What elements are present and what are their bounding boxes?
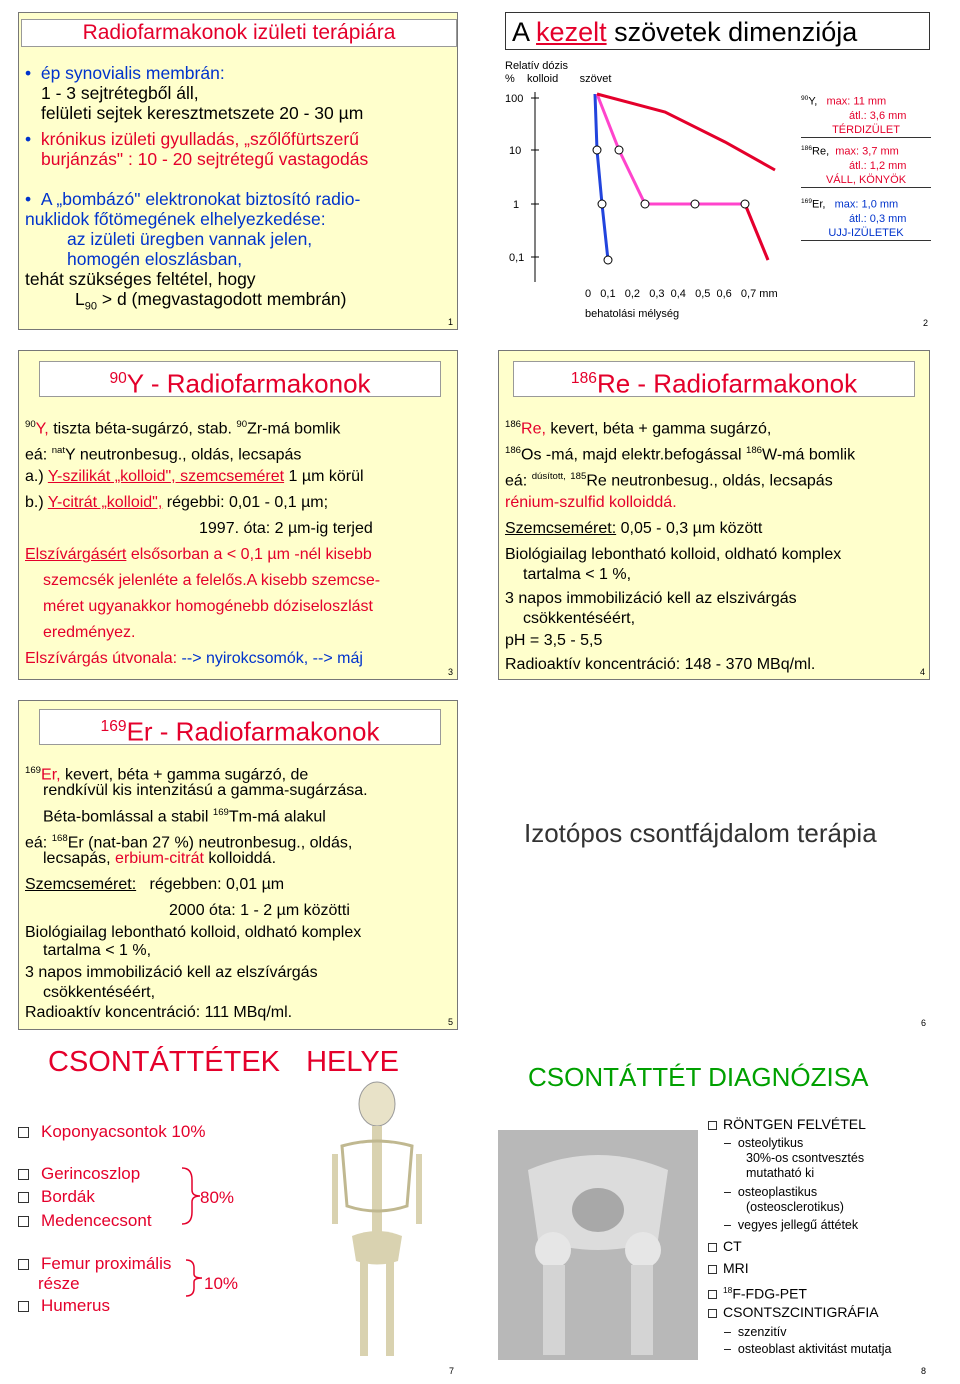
brace-icon	[178, 1166, 202, 1226]
page-number: 7	[448, 1366, 454, 1376]
dose-depth-chart	[505, 82, 805, 282]
slide-5: $^{169}$Er - Radiofarmakonok $^{169}$Er, kevert, béta + gamma sugárzó, de rendkívül kis intenzitású a gamma-sugárzása. Béta-bomlással a stabil $^{169}$Tm-má alakul eá: $^{168}$Er (nat-ban 27 %) neutronbesug., oldás, lecsapás, erbium-citrát kolloiddá. Szemcseméret: régebben: 0,01 µm 2000 óta: 1 - 2 µm közötti Biológiailag lebontható kolloid, oldható komplex tartalma < 1 %, 3 napos immobilizáció kell az elszívárgás csökkentéséért, Radioaktív koncentráció: 111 MBq/ml. 5	[18, 700, 458, 1030]
tick-y01: 0,1	[509, 252, 525, 264]
slide-8-title: CSONTÁTTÉT DIAGNÓZISA	[528, 1062, 869, 1092]
page-number: 4	[919, 667, 925, 677]
slide-2	[505, 12, 932, 330]
page-number: 1	[447, 317, 453, 327]
tick-y10: 10	[509, 145, 522, 157]
list-item: Gerincoszlop	[18, 1164, 140, 1184]
page-number: 3	[447, 667, 453, 677]
slide-2-title: A kezelt szövetek dimenziója	[505, 12, 930, 50]
list-item: Koponyacsontok 10%	[18, 1122, 205, 1142]
slide-6	[498, 700, 930, 1030]
tick-y1: 1	[513, 199, 520, 211]
page-number: 8	[920, 1366, 926, 1376]
tick-y100: 100	[505, 93, 524, 105]
slide-5-title: $^{169}$Er - Radiofarmakonok	[39, 709, 441, 745]
brace-icon	[182, 1258, 206, 1298]
page-number: 5	[447, 1017, 453, 1027]
bullet-3: • A „bombázó" elektronokat biztosító radio- nuklidok főtömegének elhelyezkedése: az izületi üregben vannak jelen, homogén eloszlásban, tehát szükséges feltétel, hogy $L_{90} > d$ (megvastagodott membrán)	[25, 189, 361, 313]
list-item: Femur proximális	[18, 1254, 171, 1274]
list-item: Bordák	[18, 1187, 95, 1207]
page-number: 2	[922, 318, 928, 328]
legend-y: $^{90}$Y, max: 11 mm átl.: 3,6 mm TÉRDIZÜLET	[801, 92, 931, 138]
slide-1	[18, 12, 458, 330]
slide-6-title: Izotópos csontfájdalom terápia	[524, 818, 877, 848]
slide-4: $^{186}$Re - Radiofarmakonok $^{186}$Re, kevert, béta + gamma sugárzó, $^{186}$Os -má, majd elektr.befogással $^{186}$W-má bomlik eá: $^{dúsított,}$ $^{185}$Re neutronbesug., oldás, lecsapás rénium-szulfid kolloiddá. Szemcseméret: 0,05 - 0,3 µm között Biológiailag lebontható kolloid, oldható komplex tartalma < 1 %, 3 napos immobilizáció kell az elszivárgás csökkentéséért, pH = 3,5 - 5,5 Radioaktív koncentráció: 148 - 370 MBq/ml. 4	[498, 350, 930, 680]
slide-7: CSONTÁTTÉTEK HELYE Koponyacsontok 10% Gerincoszlop Bordák Medencecsont 80% Femur proximális része Humerus 10% 7	[18, 1040, 458, 1378]
legend-re: $^{186}$Re, max: 3,7 mm átl.: 1,2 mm VÁLL, KÖNYÖK	[801, 142, 931, 188]
skeleton-illustration	[302, 1076, 452, 1366]
legend-er: $^{169}$Er, max: 1,0 mm átl.: 0,3 mm UJJ-IZÜLETEK	[801, 195, 931, 241]
chart-xlabel: behatolási mélység	[585, 308, 680, 320]
list-item: Medencecsont	[18, 1211, 152, 1231]
slide-1-title: Radiofarmakonok izületi terápiára	[21, 19, 457, 47]
group-percent: 80%	[200, 1188, 235, 1207]
list-item: Humerus	[18, 1296, 110, 1316]
slide-7-title: CSONTÁTTÉTEK HELYE	[48, 1046, 400, 1078]
page-number: 6	[920, 1018, 926, 1028]
chart-ylabel: Relatív dózis % kolloid szövet	[505, 60, 612, 85]
chart-xticks: 0 0,1 0,2 0,3 0,4 0,5 0,6 0,7 mm	[585, 288, 778, 300]
slide-8: CSONTÁTTÉT DIAGNÓZISA RÖNTGEN FELVÉTEL – osteolytikus 30%-os csontvesztés mutatható ki – osteoplastikus (osteosclerotikus) – vegyes jellegű áttétek CT MRI $^{18}$F-FDG-PET CSONTSZCINTIGRÁFIA – szenzitív – osteoblast aktivitást mutatja 8	[498, 1040, 930, 1378]
group-percent: 10%	[204, 1274, 239, 1293]
pelvis-xray-image	[498, 1130, 698, 1360]
slide-3-title: $^{90}$Y - Radiofarmakonok	[39, 361, 441, 397]
bullet-2: • krónikus izületi gyulladás, „szőlőfürtszerű burjánzás" : 10 - 20 sejtrétegű vastagodás	[25, 129, 369, 169]
slide-4-title: $^{186}$Re - Radiofarmakonok	[513, 361, 915, 397]
bullet-1: • ép synovialis membrán: 1 - 3 sejtrétegből áll, felületi sejtek keresztmetszete 20 - 30 µm	[25, 63, 364, 123]
slide-3: $^{90}$Y - Radiofarmakonok $^{90}$Y, tiszta béta-sugárzó, stab. $^{90}$Zr-má bomlik eá: $^{nat}$Y neutronbesug., oldás, lecsapás a.) Y-szilikát „kolloid", szemcseméret 1 µm körül b.) Y-citrát „kolloid", régebbi: 0,01 - 0,1 µm; 1997. óta: 2 µm-ig terjed Elszívárgásért elsősorban a < 0,1 µm -nél kisebb szemcsék jelenléte a felelős.A kisebb szemcse- méret ugyanakkor homogénebb dóziseloszlást eredményez. Elszívárgás útvonala: --> nyirokcsomók, --> máj 3	[18, 350, 458, 680]
